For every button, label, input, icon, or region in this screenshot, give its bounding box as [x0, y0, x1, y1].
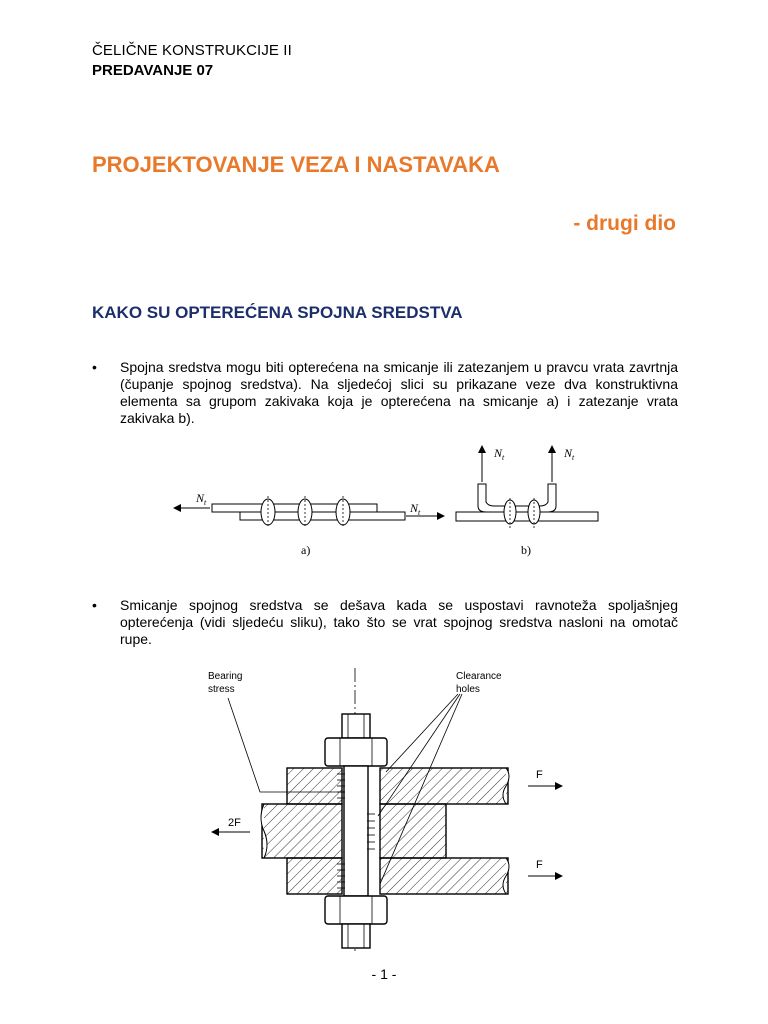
bottom-plate	[287, 858, 509, 894]
rivet-connection-figure	[160, 440, 620, 565]
bullet-marker: •	[92, 597, 97, 613]
section-heading: KAKO SU OPTEREĆENA SPOJNA SREDSTVA	[92, 303, 463, 322]
force-subscript-b-left: t	[502, 453, 505, 462]
page-title: PROJEKTOVANJE VEZA I NASTAVAKA	[92, 152, 500, 177]
caption-b: b)	[521, 543, 531, 557]
bearing-label-line2: stress	[208, 684, 235, 695]
force-label-left: N	[196, 491, 205, 505]
bolt-shank	[344, 766, 368, 896]
force-subscript-b-right: t	[572, 453, 575, 462]
bullet-text: Smicanje spojnog sredstva se dešava kada se uspostavi ravnoteža spoljašnjeg opterećenja (vidi sljedeću sliku), tako što se vrat spojnog sredstva nasloni na omotač rupe.	[120, 597, 678, 647]
lecture-number: PREDAVANJE 07	[92, 62, 214, 79]
lap-joint-diagram	[174, 491, 444, 557]
force-label-right: N	[410, 501, 419, 515]
bullet-text: Spojna sredstva mogu biti opterećena na smicanje ili zatezanjem u pravcu vrata zavrtnja (čupanje spojnog sredstva). Na sljedećoj slici su prikazane veze dva konstruktivna elementa sa grupom zakivaka koja je opterećena na smicanje a) i zatezanje vrata zakivaka b).	[120, 359, 678, 426]
page-number: - 1 -	[371, 966, 397, 982]
tension-joint-diagram	[456, 446, 598, 557]
force-label-b-left: N	[494, 446, 503, 460]
bullet-marker: •	[92, 359, 97, 375]
clearance-label-line1: Clearance	[456, 671, 502, 682]
bearing-label-line1: Bearing	[208, 671, 243, 682]
course-title: ČELIČNE KONSTRUKCIJE II	[92, 42, 292, 59]
bolt-bearing-figure	[190, 664, 590, 958]
bullet-paragraph-1	[92, 359, 678, 429]
clearance-label-line2: holes	[456, 684, 480, 695]
force-label-left-2f: 2F	[228, 817, 241, 829]
bolt-bottom-nut	[325, 896, 387, 948]
bolt-top-nut	[325, 714, 387, 766]
force-label-top: F	[536, 769, 543, 781]
force-label-b-right: N	[564, 446, 573, 460]
force-subscript-left: t	[204, 498, 207, 507]
force-subscript-right: t	[418, 508, 421, 517]
force-label-bottom: F	[536, 859, 543, 871]
bullet-paragraph-2	[92, 597, 678, 649]
page-subtitle: - drugi dio	[573, 212, 676, 235]
caption-a: a)	[301, 543, 311, 557]
